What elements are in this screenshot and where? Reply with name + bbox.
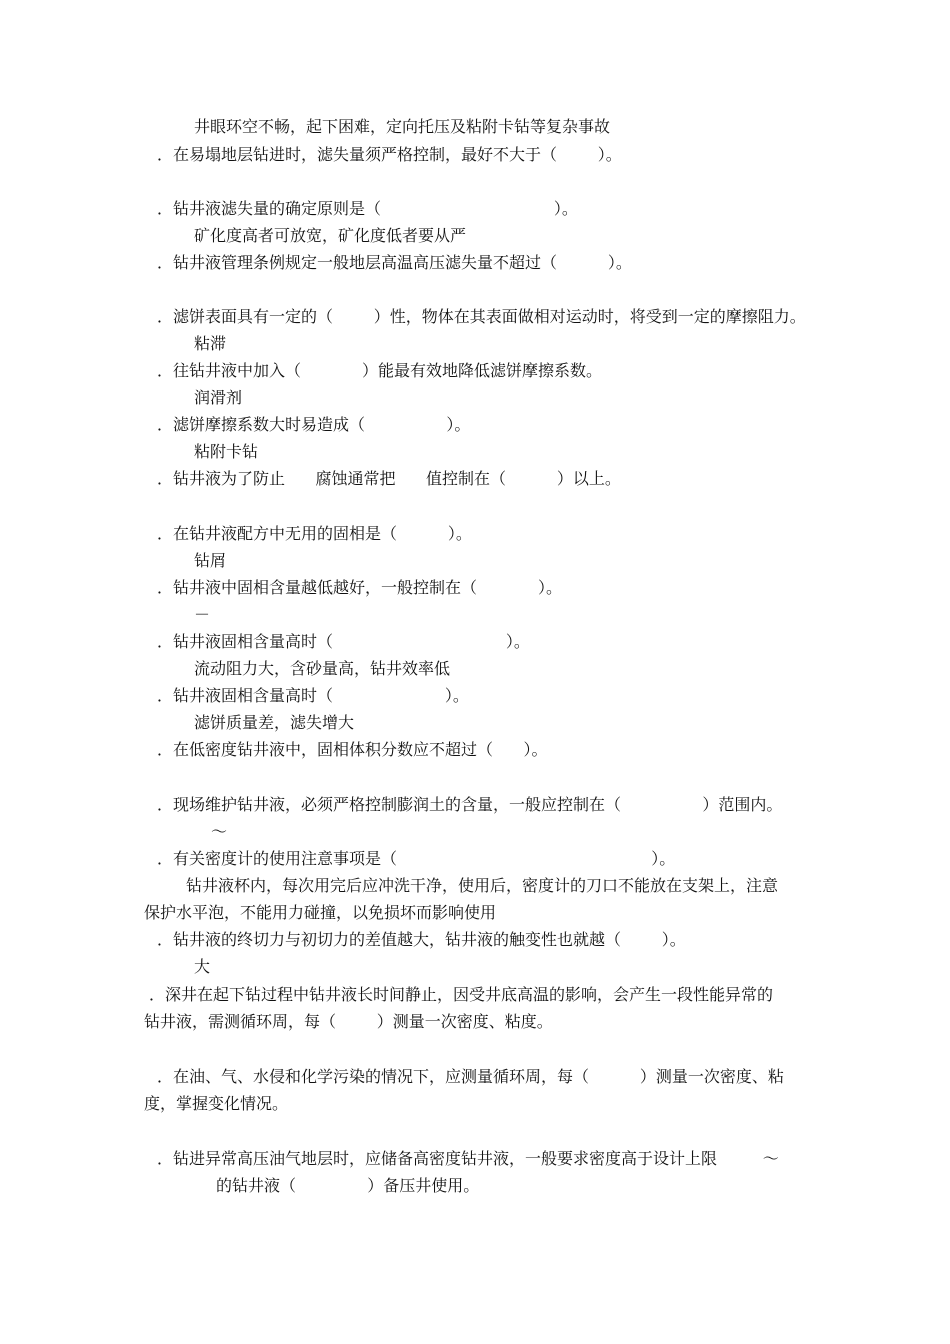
- question-line: ．深井在起下钻过程中钻井液长时间静止，因受井底高温的影响，会产生一段性能异常的: [149, 985, 774, 1004]
- question-line: ．钻进异常高压油气地层时，应储备高密度钻井液，一般要求密度高于设计上限 ～: [157, 1149, 779, 1168]
- question-line: ．往钻井液中加入（ ）能最有效地降低滤饼摩擦系数。: [157, 361, 603, 380]
- answer-line: 流动阻力大，含砂量高，钻井效率低: [194, 659, 451, 678]
- question-line: ．钻井液为了防止 腐蚀通常把 值控制在（ ）以上。: [157, 469, 621, 488]
- answer-line: 粘滞: [194, 334, 227, 353]
- answer-line: 矿化度高者可放宽，矿化度低者要从严: [194, 226, 467, 245]
- question-line: 钻井液，需测循环周，每（ ）测量一次密度、粘度。: [144, 1012, 553, 1031]
- answer-line: －: [194, 605, 211, 624]
- question-line: ．在易塌地层钻进时，滤失量须严格控制，最好不大于（ ）。: [157, 145, 622, 164]
- answer-line: 润滑剂: [194, 388, 243, 407]
- answer-line: 大: [194, 957, 211, 976]
- answer-line: 钻屑: [194, 551, 227, 570]
- question-line: ．钻井液的终切力与初切力的差值越大，钻井液的触变性也就越（ ）。: [157, 930, 686, 949]
- question-line: 度，掌握变化情况。: [144, 1094, 289, 1113]
- question-line: ．钻井液滤失量的确定原则是（ ）。: [157, 199, 578, 218]
- question-line: ．滤饼摩擦系数大时易造成（ ）。: [157, 415, 471, 434]
- question-line: ．钻井液管理条例规定一般地层高温高压滤失量不超过（ ）。: [157, 253, 632, 272]
- question-line: ．钻井液中固相含量越低越好，一般控制在（ ）。: [157, 578, 563, 597]
- question-line: ．有关密度计的使用注意事项是（ ）。: [157, 849, 676, 868]
- question-line: ．钻井液固相含量高时（ ）。: [157, 686, 469, 705]
- answer-line: 钻井液杯内，每次用完后应冲洗干净，使用后，密度计的刀口不能放在支架上，注意: [186, 876, 779, 895]
- question-line: ．滤饼表面具有一定的（ ）性，物体在其表面做相对运动时，将受到一定的摩擦阻力。: [157, 307, 806, 326]
- answer-line: 粘附卡钻: [194, 442, 259, 461]
- answer-line: 滤饼质量差，滤失增大: [194, 713, 355, 732]
- question-line: ．在油、气、水侵和化学污染的情况下，应测量循环周，每（ ）测量一次密度、粘: [157, 1067, 784, 1086]
- answer-line: ～: [211, 822, 228, 841]
- answer-line: 井眼环空不畅，起下困难，定向托压及粘附卡钻等复杂事故: [194, 117, 611, 136]
- question-line: ．钻井液固相含量高时（ ）。: [157, 632, 530, 651]
- question-line: ．在低密度钻井液中，固相体积分数应不超过（ ）。: [157, 740, 548, 759]
- question-line: ．现场维护钻井液，必须严格控制膨润土的含量，一般应控制在（ ）范围内。: [157, 795, 783, 814]
- question-line: 的钻井液（ ）备压井使用。: [216, 1176, 480, 1195]
- question-line: ．在钻井液配方中无用的固相是（ ）。: [157, 524, 472, 543]
- answer-line: 保护水平泡，不能用力碰撞，以免损坏而影响使用: [144, 903, 497, 922]
